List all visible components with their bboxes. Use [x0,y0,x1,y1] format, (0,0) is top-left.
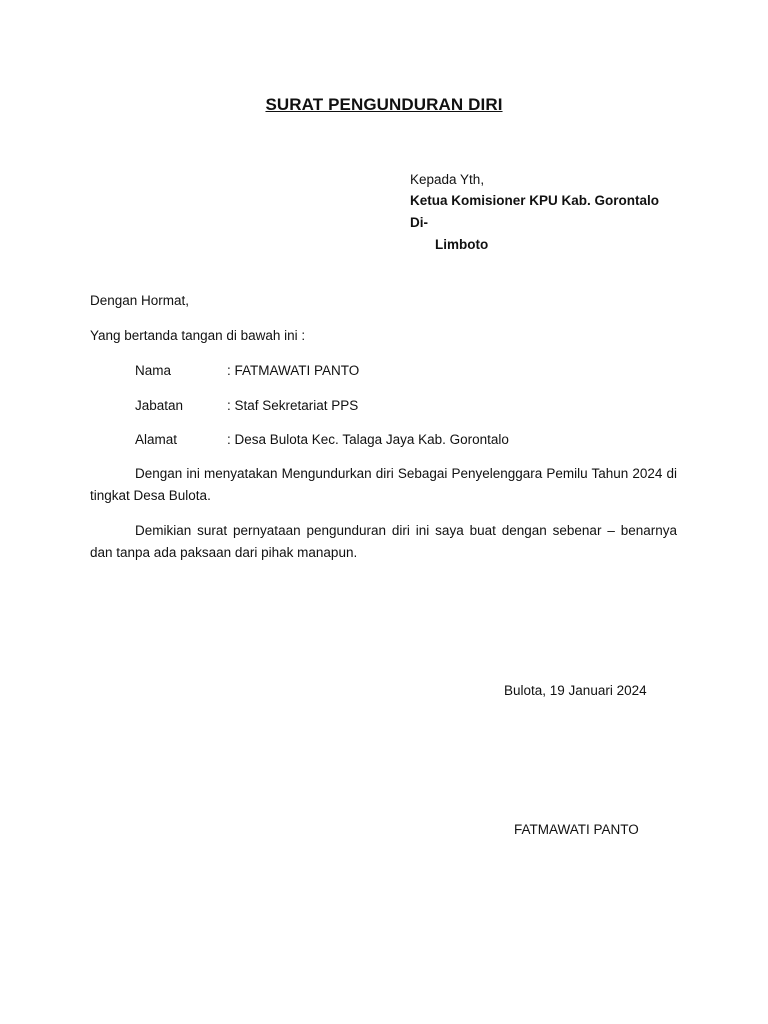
place-date: Bulota, 19 Januari 2024 [504,683,647,698]
field-value-jabatan: : Staf Sekretariat PPS [227,398,359,413]
recipient-name: Ketua Komisioner KPU Kab. Gorontalo [410,193,660,208]
field-label-jabatan: Jabatan [135,398,184,413]
statement-paragraph: Dengan ini menyatakan Mengundurkan diri Sebagai Penyelenggara Pemilu Tahun 2024 di tingkat Desa Bulota. [90,466,677,503]
letter-title: SURAT PENGUNDURAN DIRI [265,95,503,114]
recipient-di: Di- [410,215,428,230]
greeting: Dengan Hormat, [90,293,190,308]
field-value-nama: : FATMAWATI PANTO [227,363,360,378]
intro-text: Yang bertanda tangan di bawah ini : [90,328,306,343]
field-value-alamat: : Desa Bulota Kec. Talaga Jaya Kab. Gorontalo [227,432,509,447]
field-label-alamat: Alamat [135,432,178,447]
recipient-salutation: Kepada Yth, [410,172,485,187]
signatory-name: FATMAWATI PANTO [514,822,639,837]
recipient-location: Limboto [435,237,489,252]
closing-paragraph: Demikian surat pernyataan pengunduran diri ini saya buat dengan sebenar – benarnya dan tanpa ada paksaan dari pihak manapun. [90,523,677,560]
field-label-nama: Nama [135,363,172,378]
